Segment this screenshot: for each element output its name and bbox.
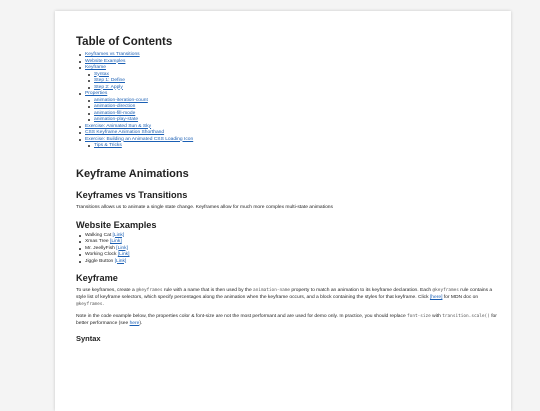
toc-link[interactable]: animation-direction	[94, 104, 136, 109]
toc-item-tips	[76, 143, 501, 150]
toc-link[interactable]: animation-play-state	[94, 117, 139, 122]
examples-list	[76, 233, 501, 266]
kvt-text: Transitions allows us to animate a single state change. Keyframes allow for much more complex multi-state animations	[76, 204, 333, 210]
toc-link[interactable]: Exercise: Animated Sun & Sky	[85, 123, 152, 129]
mdn-link[interactable]: [here]	[429, 295, 443, 300]
toc-link[interactable]: animation-fill-mode	[94, 110, 136, 116]
example-link[interactable]: [Link]	[116, 245, 128, 251]
document-page	[55, 11, 511, 411]
example-item: Mr. JeellyFish [Link]	[76, 246, 501, 253]
keyframe-paragraph-1: To use keyframes, create a @keyframes rule with a name that is then used by the animation-name property to match an animation to its keyframe declaration. Each @keyframes rule contains a style list of keyframe selectors, which specify percentages along the animation when the keyframe occurs, and a block containing the styles for that keyframe. Click [here] for MDN doc on @keyframes.	[76, 288, 493, 307]
example-item: Xmas Tree [Link]	[76, 239, 501, 246]
example-item: Working Clock [Link]	[76, 252, 501, 259]
performance-link[interactable]: here	[129, 321, 140, 326]
toc-link[interactable]: Exercise: Building an Animated CSS Loading Icon	[85, 136, 194, 142]
toc-link[interactable]: Tips & Tricks	[94, 143, 122, 148]
inline-code: @keyframes	[76, 302, 103, 307]
document-content	[76, 35, 501, 344]
toc-title: Table of Contents	[76, 36, 173, 48]
example-item: Jiggle Button [Link]	[76, 259, 501, 266]
inline-code: @keyframes	[432, 288, 459, 293]
toc-link[interactable]: Step 1: Define	[94, 78, 125, 83]
example-link[interactable]: [Link]	[117, 252, 130, 257]
toc-link[interactable]: Properties	[85, 91, 108, 96]
example-link[interactable]: [Link]	[112, 232, 125, 238]
toc-link[interactable]: animation-iteration-count	[94, 97, 148, 103]
keyframe-heading: Keyframe	[76, 273, 118, 283]
inline-code: font-size	[407, 314, 431, 319]
examples-heading: Website Examples	[76, 219, 157, 230]
toc-link[interactable]: Syntax	[94, 71, 109, 77]
keyframe-paragraph-2: Note in the code example below, the properties color & font-size are not the most performant and are used for demo only. In practice, you should replace font-size with transition.scale() for better performance (see here).	[76, 314, 497, 326]
inline-code: @keyframes	[136, 288, 163, 293]
example-link[interactable]: [Link]	[114, 258, 127, 264]
toc-link[interactable]: Step 2: Apply	[94, 84, 123, 90]
toc-link[interactable]: Website Examples	[85, 58, 126, 64]
kvt-heading: Keyframes vs Transitions	[76, 189, 188, 200]
inline-code: animation-name	[253, 288, 291, 293]
toc-link[interactable]: CSS Keyframe Animation Shorthand	[85, 130, 165, 135]
example-item: Walking Cat [Link]	[76, 233, 501, 240]
main-title: Keyframe Animations	[76, 167, 189, 180]
syntax-heading: Syntax	[76, 334, 101, 343]
toc-link[interactable]: Keyframe	[85, 65, 106, 70]
toc-link[interactable]: Keyframes vs Transitions	[85, 52, 140, 57]
example-link[interactable]: [Link]	[110, 239, 122, 244]
toc-list	[76, 52, 501, 150]
inline-code: transition.scale()	[442, 314, 490, 319]
